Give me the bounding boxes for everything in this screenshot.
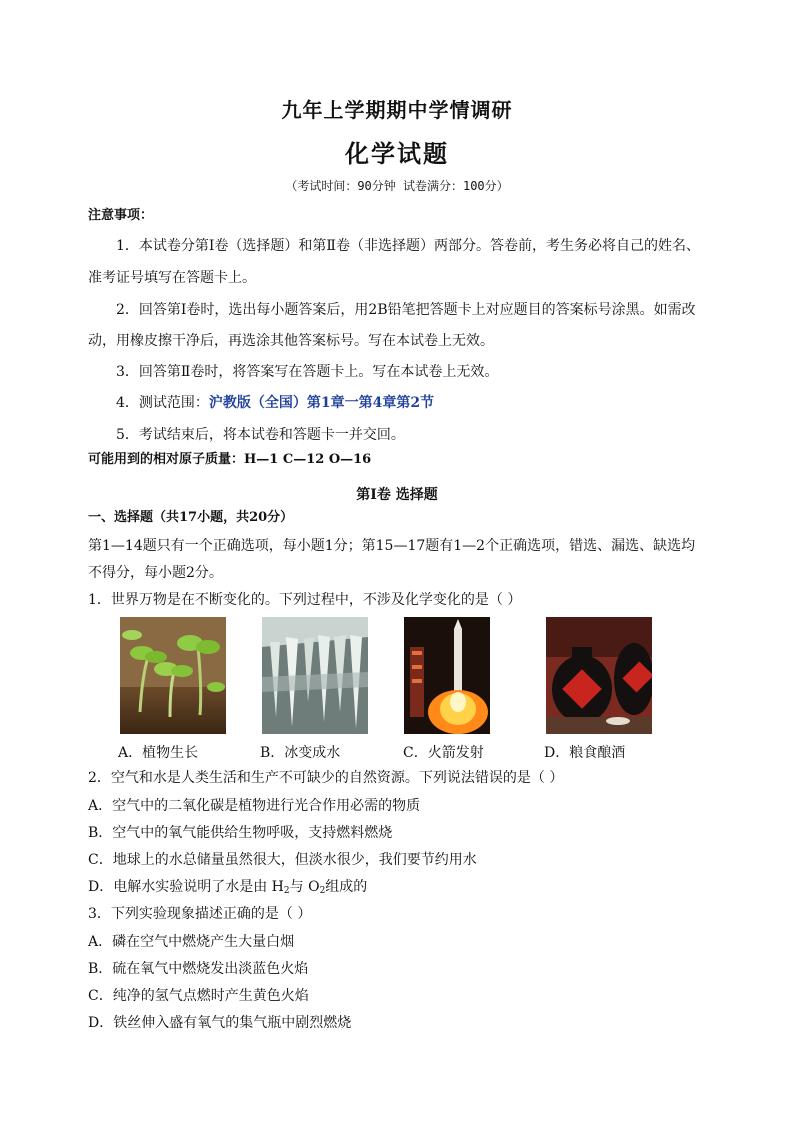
q2-option-a: A．空气中的二氧化碳是植物进行光合作用必需的物质 — [88, 798, 421, 814]
notice-item-4 — [116, 393, 434, 413]
exam-info: （考试时间：90分钟 试卷满分：100分） — [285, 179, 509, 193]
test-scope: 沪教版（全国）第1章一第4章第2节 — [208, 395, 435, 411]
q3-stem: 3．下列实验现象描述正确的是（ ） — [88, 906, 312, 922]
q1-option-d: D．粮食酿酒 — [544, 745, 626, 761]
notice-item-5: 5．考试结束后，将本试卷和答题卡一并交回。 — [116, 427, 405, 443]
section-title: 第Ⅰ卷 选择题 — [356, 487, 438, 503]
q3-option-c: C．纯净的氢气点燃时产生黄色火焰 — [88, 988, 309, 1004]
q1-option-b: B．冰变成水 — [260, 745, 341, 761]
notice-item-2: 2．回答第Ⅰ卷时，选出每小题答案后，用2B铅笔把答题卡上对应题目的答案标号涂黑。如需改 — [116, 302, 696, 318]
notice-item-1: 1．本试卷分第Ⅰ卷（选择题）和第Ⅱ卷（非选择题）两部分。答卷前，考生务必将自己的姓名、 — [116, 238, 700, 254]
notice-item-3: 3．回答第Ⅱ卷时，将答案写在答题卡上。写在本试卷上无效。 — [116, 364, 499, 380]
notice-item-2-cont: 动，用橡皮擦干净后，再选涂其他答案标号。写在本试卷上无效。 — [88, 333, 494, 349]
ice-image — [262, 617, 368, 734]
notice-item-1-cont: 准考证号填写在答题卡上。 — [88, 270, 256, 286]
q3-option-a: A．磷在空气中燃烧产生大量白烟 — [88, 934, 295, 950]
rocket-image — [404, 617, 510, 734]
atomic-mass-note: 可能用到的相对原子质量：H—1 C—12 O—16 — [88, 452, 372, 467]
section-heading: 一、选择题（共17小题，共20分） — [88, 510, 294, 525]
subscript: 2 — [283, 886, 290, 896]
q3-option-d: D．铁丝伸入盛有氧气的集气瓶中剧烈燃烧 — [88, 1015, 352, 1031]
q2-option-d-mid: 与 O — [289, 879, 320, 895]
q2-option-c: C．地球上的水总储量虽然很大，但淡水很少，我们要节约用水 — [88, 852, 477, 868]
q2-stem: 2．空气和水是人类生活和生产不可缺少的自然资源。下列说法错误的是（ ） — [88, 770, 564, 786]
q3-option-b: B．硫在氧气中燃烧发出淡蓝色火焰 — [88, 961, 309, 977]
notice-heading: 注意事项： — [88, 208, 154, 223]
notice-item-4-prefix: 4．测试范围： — [116, 395, 209, 411]
q2-option-d-pre: D．电解水实验说明了水是由 H — [88, 879, 284, 895]
q2-option-d — [88, 877, 367, 901]
subscript: 2 — [319, 886, 326, 896]
section-intro-cont: 不得分，每小题2分。 — [88, 565, 223, 581]
q1-option-a: A．植物生长 — [118, 745, 199, 761]
section-intro: 第1—14题只有一个正确选项，每小题1分；第15—17题有1—2个正确选项，错选、漏选、缺选均 — [88, 538, 696, 554]
q1-option-c: C．火箭发射 — [403, 745, 484, 761]
q2-option-d-post: 组成的 — [325, 879, 368, 895]
seedling-image — [120, 617, 226, 734]
wine-jar-image — [546, 617, 652, 734]
q2-option-b: B．空气中的氧气能供给生物呼吸，支持燃料燃烧 — [88, 825, 393, 841]
subject-title: 化学试题 — [345, 139, 449, 168]
exam-title: 九年上学期期中学情调研 — [281, 98, 513, 122]
q1-stem: 1．世界万物是在不断变化的。下列过程中，不涉及化学变化的是（ ） — [88, 592, 522, 608]
